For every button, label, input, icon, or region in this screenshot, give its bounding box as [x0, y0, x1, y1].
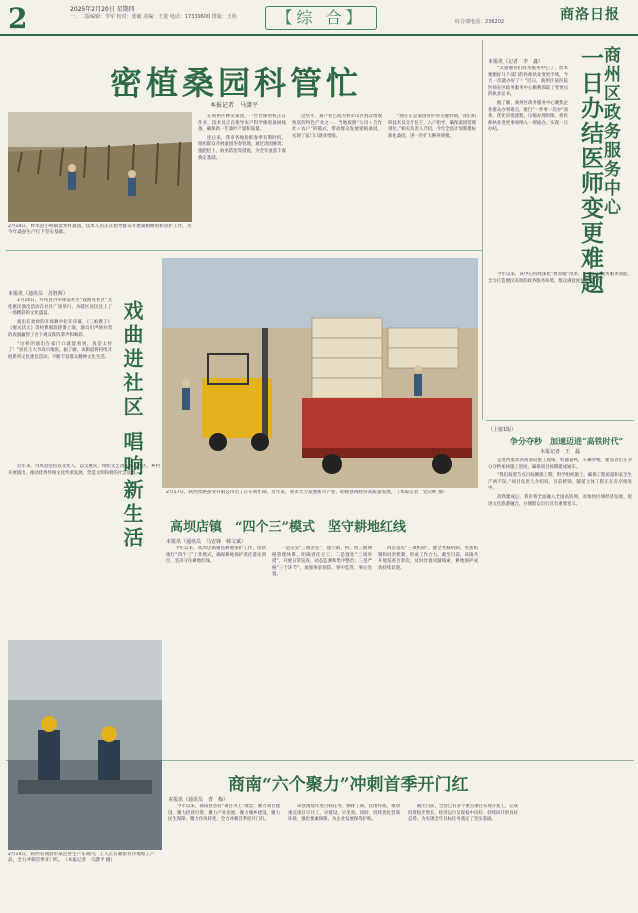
section-tab: 【综 合】	[265, 6, 377, 30]
continued-label: （上接1版）	[488, 427, 517, 433]
paragraph: “太感谢你们政务服务中心了，原本要跑好几个部门的医师执业变更手续，今天一次就办好了！”近日，商州区某医院医师在区政务服务中心顺利领取了变更后的执业证书。	[488, 66, 568, 98]
photo-workshop	[8, 640, 162, 850]
body-shangnan-col1	[168, 804, 280, 904]
caption-mulberry: 2月14日，柞水县小岭镇金米村桑园，技术人员正在指导群众开展桑树修剪和管护工作，为今年桑蚕生产打下坚实基础。	[8, 224, 192, 236]
paragraph: “我们按照节点目标倒排工期，科学组织施工，确保工程质量和安全生产两不误。”项目负责人介绍说，目前桥梁、隧道主体工程正在有序推进中。	[488, 473, 632, 492]
headline-farmland: 高坝店镇 “四个三”模式 坚守耕地红线	[170, 520, 406, 535]
paragraph: 高铁建成后，我市将全面融入全国高铁网，对加快区域经济发展、促进文化旅游融合、方便群众出行具有重要意义。	[488, 494, 632, 507]
body-opera-col2	[8, 464, 160, 634]
editor-line: 一、二版编辑：李军 校对：张敏 美编：王进 电话：17339600 排版：王艳	[70, 14, 237, 20]
body-mulberry-col1	[198, 114, 286, 244]
section-divider	[486, 420, 634, 421]
byline-rail: 本报记者 王 磊	[540, 449, 581, 455]
photo-mulberry-field	[8, 112, 192, 222]
body-mulberry-col3	[388, 114, 476, 244]
headline-mulberry: 密植桑园科管忙	[110, 64, 363, 102]
byline-business: 本报讯（记者 李 鑫）	[488, 59, 544, 65]
column-divider	[482, 40, 483, 420]
headline-shangnan: 商南“六个聚力”冲刺首季开门红	[228, 775, 469, 795]
body-rail	[488, 458, 632, 764]
paragraph: 今年以来，商南县坚持“项目为王”理念，聚力项目建设、聚力招商引资、聚力产业发展、聚力城乡建设、聚力民生保障、聚力作风转变，全力冲刺首季度开门红。	[168, 804, 280, 823]
body-business-col2	[488, 272, 632, 412]
issue-date: 2025年2月20日 星期四	[70, 6, 135, 13]
headline-business-sub: 商州区政务服务中心	[600, 46, 620, 217]
body-shangnan-col2	[288, 804, 400, 904]
byline-shangnan: 本报讯（通讯员 青 梅）	[168, 797, 229, 803]
masthead	[0, 0, 638, 36]
byline-opera: 本报讯（通讯员 苏胜辉）	[8, 291, 69, 297]
paragraph: 今年以来，高坝店镇聚焦耕地保护工作，创新推行“四个三”工作模式，确保耕地保护责任落实到位，坚决守住耕地红线。	[166, 546, 266, 565]
paragraph: 这些年，桑产业已成为我市山区群众增收致富的特色产业之一。当地按照“公司＋合作社＋农户”的模式，带动群众发展密植桑园，实现了家门口就业增收。	[292, 114, 382, 139]
section-divider	[6, 250, 482, 251]
paragraph: 截至目前，全县已有多个重点项目实现开复工，完成投资稳步增长，经济运行呈现稳中向好、持续回升的良好态势，为实现全年目标任务奠定了坚实基础。	[408, 804, 518, 823]
byline-farmland: 本报讯（通讯员 马安锋 韩文斌）	[166, 539, 247, 545]
headline-business: 一日办结医师变更难题	[577, 46, 604, 296]
paragraph: “现在正是桑园管护的关键时期，我们组织技术员分片包干，入户指导，确保桑园管理到位。”相关负责人介绍，今年全县计划新建标准化桑园，进一步扩大种养规模。	[388, 114, 476, 139]
paragraph: 一是压实“三级责任”，建立镇、村、组三级网格管理体系，明确责任分工；二是强化“三项举措”，开展日常巡查、动态监测和集中整治；三是严格“三个环节”，加强事前预防、事中监管、事后处置。	[272, 546, 372, 578]
paragraph: 该县围绕年度目标任务，倒排工期、挂图作战，推动重点项目早开工、早建设、早见效。同时，持续优化营商环境，强化要素保障，为企业发展保驾护航。	[288, 804, 400, 823]
caption-factory: 2月17日，陕西丝路蚕业有限公司员工在车间忙碌。近年来，我市大力发展新兴产业，助推县域经济高质量发展。 （本报记者 党宗彬 摄）	[166, 490, 448, 495]
body-farmland-col3	[378, 546, 478, 756]
body-farmland-col1	[166, 546, 266, 756]
paragraph: 今年以来，该中心持续深化“放管服”改革，不断提升政务服务效能，全力打造便民高效的政务服务环境，群众满意度显著提升。	[488, 272, 632, 284]
page-number: 2	[8, 2, 28, 35]
paragraph: 四是落实“三项机制”，健全考核机制、奖惩机制和问责机制，形成工作合力。截至目前，该镇共开展巡查百余次，及时处置问题线索，耕地保护成效持续显现。	[378, 546, 478, 571]
paragraph: 走进西康高铁商洛段施工现场，机器轰鸣，车辆穿梭，建设者们正争分夺秒加快施工进度，确保项目按期建成通车。	[488, 458, 632, 470]
paragraph: 连日来，我市各地抢抓春季有利时机，组织群众开展桑园冬春管理，通过清园修剪、施肥松土、病虫防治等措施，为全年蚕茧丰收奠定基础。	[198, 135, 286, 161]
paragraph: “这样的演出在家门口就能看到，真是太好了！”居民王大爷高兴地说。据了解，该街道将持续开展系列文化惠民活动，不断丰富群众精神文化生活。	[8, 341, 112, 360]
section-phone: 综合部电话：236202	[455, 19, 505, 25]
newspaper-logo: 商洛日报	[560, 7, 620, 23]
headline-rail: 争分夺秒 加速迈进“高铁时代”	[510, 436, 624, 446]
paragraph: 在商州区林荣桑园，一台台修剪机正在作业，技术员正在指导农户科学修剪桑树枝条，确保新一年桑叶产量和质量。	[198, 114, 286, 133]
body-farmland-col2	[272, 546, 372, 756]
body-business-col1	[488, 66, 568, 270]
photo-factory-loading	[162, 258, 478, 488]
body-mulberry-col2	[292, 114, 382, 244]
paragraph: 2月14日，丹凤县丹华街道社区“戏曲进社区”文化惠民演出活动在社区广场举行，为辖区居民送上了一场精彩的文化盛宴。	[8, 298, 112, 317]
headline-opera: 戏曲进社区 唱响新生活	[120, 300, 144, 551]
body-opera-col1	[8, 298, 112, 458]
paragraph: 近年来，丹凤县坚持以文化人、以文惠民，组织文艺团队深入社区、乡村开展演出，推动优秀传统文化传承发展，营造文明和谐的社会氛围。	[8, 464, 160, 476]
body-shangnan-col3	[408, 804, 518, 904]
caption-workshop: 2月14日，陕西省商洛市某企业生产车间内，工人正在紧张有序地加工产品，全力冲刺首季开门红。 （本报记者 马潇平 摄）	[8, 852, 155, 864]
paragraph: 据了解，商州区政务服务中心聚焦企业群众办事难点，推行“一件事一次办”改革，优化审批流程，压缩办理时限，将医师执业变更事项纳入一窗通办，实现一日办结。	[488, 100, 568, 133]
byline-mulberry: 本报记者 马潇平	[210, 102, 259, 109]
paragraph: 演出在欢快的开场舞中拉开序幕，《三娘教子》《屠夫状元》等经典唱段轮番上演，演员们声情并茂的表演赢得了台下观众阵阵掌声和喝彩。	[8, 319, 112, 338]
